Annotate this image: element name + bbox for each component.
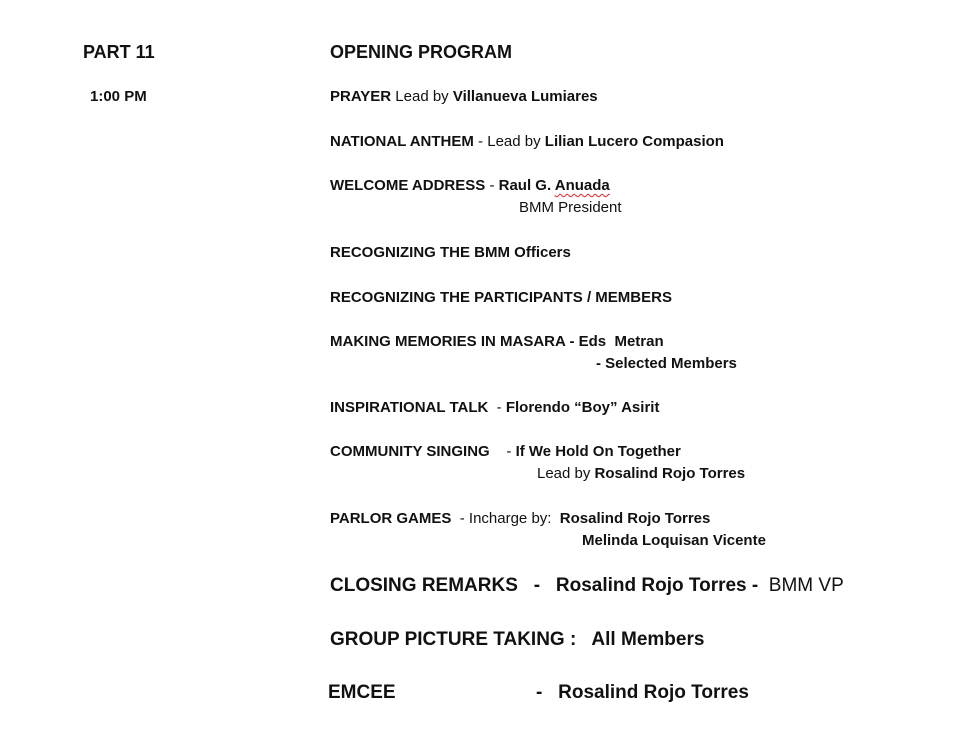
- item-text: -: [485, 177, 499, 194]
- item-text: Lead by: [391, 88, 453, 105]
- item-talk: [330, 399, 659, 417]
- item-games-person2: Melinda Loquisan Vicente: [582, 532, 766, 549]
- item-person: Florendo “Boy” Asirit: [505, 399, 660, 416]
- item-text: - Lead by: [473, 133, 545, 150]
- item-welcome: [330, 177, 610, 195]
- program-title: OPENING PROGRAM: [330, 42, 513, 62]
- item-text: -: [488, 399, 506, 416]
- item-label: PRAYER: [330, 88, 392, 105]
- item-label: COMMUNITY SINGING: [330, 443, 490, 460]
- item-closing: [330, 575, 844, 597]
- item-emcee-label: EMCEE: [328, 682, 396, 703]
- item-picture: GROUP PICTURE TAKING : All Members: [330, 629, 705, 650]
- item-prayer: [330, 88, 598, 106]
- item-person: Rosalind Rojo Torres: [594, 465, 746, 482]
- item-label: CLOSING REMARKS - Rosalind Rojo Torres -: [330, 575, 764, 596]
- item-role: BMM VP: [763, 575, 844, 596]
- item-label: INSPIRATIONAL TALK: [330, 399, 489, 416]
- part-heading: PART 11: [83, 42, 155, 62]
- item-memories-line2: - Selected Members: [596, 355, 737, 372]
- item-singing: [330, 443, 681, 461]
- item-label: PARLOR GAMES: [330, 510, 452, 527]
- item-memories: MAKING MEMORIES IN MASARA - Eds Metran: [330, 333, 664, 350]
- item-person: Villanueva Lumiares: [452, 88, 598, 105]
- item-text: - Incharge by:: [451, 510, 560, 527]
- item-games: [330, 510, 710, 528]
- item-officers: RECOGNIZING THE BMM Officers: [330, 244, 571, 261]
- time-label: 1:00 PM: [90, 88, 147, 105]
- item-label: NATIONAL ANTHEM: [330, 133, 474, 150]
- item-anthem: [330, 133, 724, 151]
- item-person-surname-misspelled: Anuada: [554, 177, 610, 194]
- item-person: Rosalind Rojo Torres: [559, 510, 711, 527]
- item-song: If We Hold On Together: [515, 443, 681, 460]
- item-text: Lead by: [537, 465, 595, 482]
- item-person: Lilian Lucero Compasion: [544, 133, 724, 150]
- item-participants: RECOGNIZING THE PARTICIPANTS / MEMBERS: [330, 289, 672, 306]
- item-text: -: [489, 443, 516, 460]
- item-singing-lead: [537, 465, 745, 483]
- item-person: Raul G.: [498, 177, 555, 194]
- item-emcee-person: - Rosalind Rojo Torres: [536, 682, 749, 703]
- item-role: BMM President: [519, 199, 622, 216]
- item-label: WELCOME ADDRESS: [330, 177, 486, 194]
